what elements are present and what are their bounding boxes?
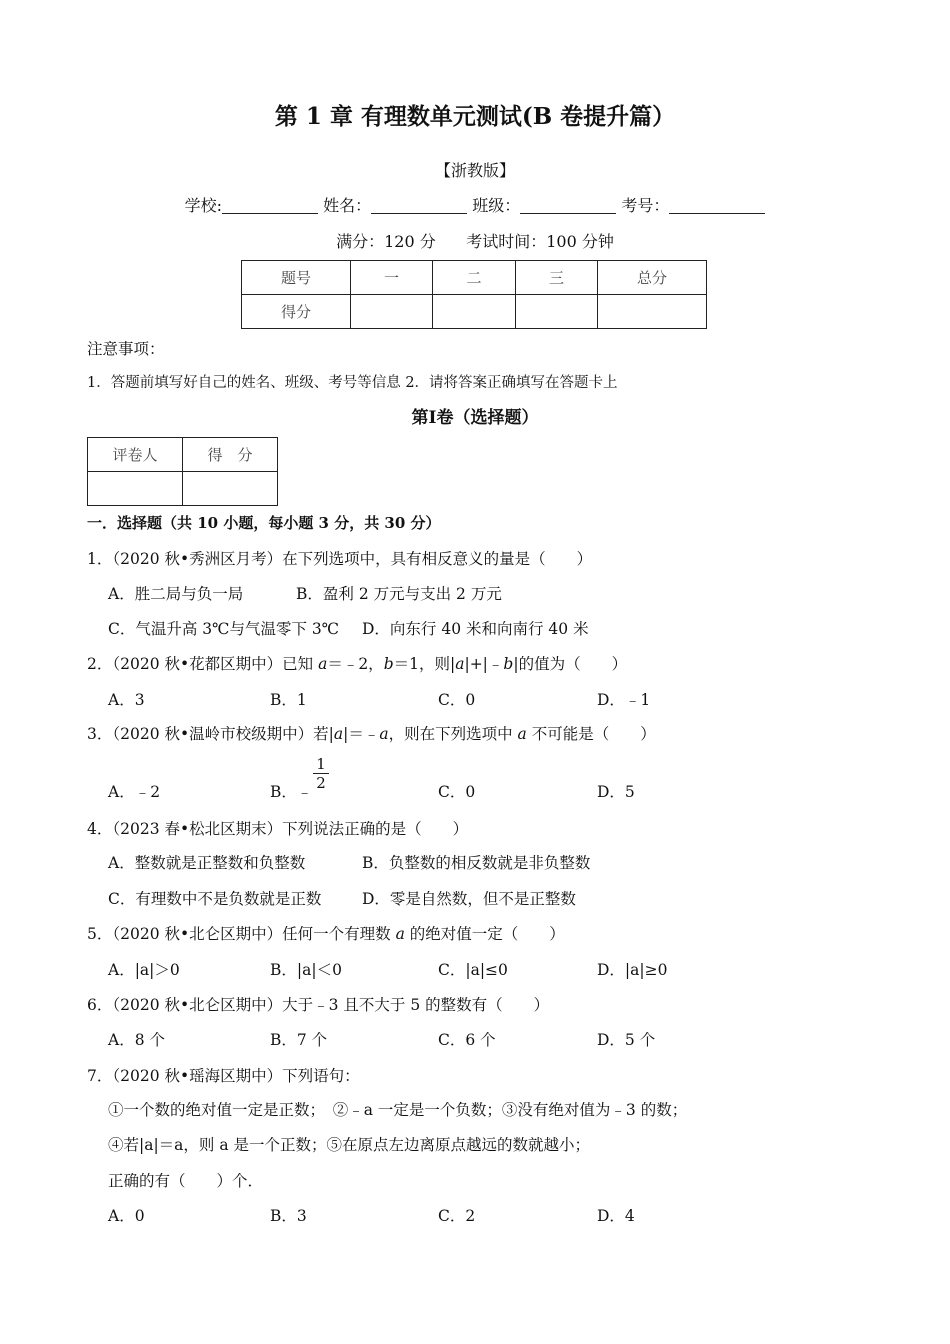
fraction-one-half	[313, 755, 329, 792]
score-cell[interactable]	[433, 295, 516, 329]
option-c[interactable]: C．气温升高 3℃与气温零下 3℃	[108, 620, 340, 638]
table-header-cell: 题号	[242, 261, 351, 295]
option-a[interactable]: A．﹣2	[108, 783, 161, 801]
option-c[interactable]: C．0	[438, 783, 476, 801]
table-header-cell: 得 分	[183, 438, 278, 472]
fraction-denominator: 2	[316, 774, 326, 792]
table-row	[88, 438, 278, 472]
stem-text: ＝1，则|	[393, 655, 456, 673]
option-d[interactable]: D．﹣1	[597, 691, 651, 709]
question-2-stem	[87, 652, 627, 674]
option-b[interactable]: B．3	[270, 1207, 307, 1225]
option-a[interactable]: A．|a|＞0	[108, 961, 180, 979]
var-a: a	[517, 725, 527, 743]
exam-number-label: 考号：	[621, 196, 670, 215]
statement-line: ④若|a|＝a，则 a 是一个正数；⑤在原点左边离原点越远的数就越小；	[108, 1136, 591, 1154]
statement-line: 正确的有（ ）个．	[108, 1172, 264, 1190]
option-a[interactable]: A．0	[108, 1207, 145, 1225]
stem-text: |+|﹣	[464, 655, 504, 673]
statement-line: ①一个数的绝对值一定是正数； ②﹣a 一定是一个负数；③没有绝对值为﹣3 的数；	[108, 1101, 688, 1119]
table-header-cell: 总分	[598, 261, 707, 295]
question-5-stem	[87, 922, 565, 944]
var-a: a	[455, 655, 465, 673]
var-a: a	[333, 725, 344, 743]
notes-text: 1．答题前填写好自己的姓名、班级、考号等信息 2．请将答案正确填写在答题卡上	[87, 375, 618, 391]
option-b[interactable]: B．|a|＜0	[270, 961, 342, 979]
var-a: a	[395, 925, 405, 943]
option-d[interactable]: D．|a|≥0	[597, 961, 668, 979]
table-row	[88, 472, 278, 506]
option-c[interactable]: C．2	[438, 1207, 476, 1225]
school-blank[interactable]	[222, 197, 318, 214]
question-7-stem: 7．（2020 秋•瑶海区期中）下列语句：	[87, 1067, 360, 1085]
school-label: 学校:	[184, 196, 223, 215]
score-cell[interactable]	[183, 472, 278, 506]
option-d[interactable]: D．5 个	[597, 1031, 656, 1049]
table-row-label: 得分	[242, 295, 351, 329]
stem-text: 不可能是（ ）	[526, 725, 656, 743]
var-b: b	[503, 655, 514, 673]
exam-number-blank[interactable]	[669, 197, 765, 214]
var-b: b	[383, 655, 394, 673]
section-title: 第Ⅰ卷（选择题）	[411, 408, 539, 428]
grader-cell[interactable]	[88, 472, 183, 506]
table-header-cell: 一	[351, 261, 433, 295]
class-blank[interactable]	[520, 197, 616, 214]
option-d[interactable]: D．4	[597, 1207, 635, 1225]
option-a[interactable]: A．3	[108, 691, 145, 709]
score-table	[241, 260, 707, 329]
option-b[interactable]: B．7 个	[270, 1031, 328, 1049]
score-cell[interactable]	[351, 295, 433, 329]
question-1-stem: 1．（2020 秋•秀洲区月考）在下列选项中，具有相反意义的量是（ ）	[87, 550, 593, 568]
option-b[interactable]: B．负整数的相反数就是非负整数	[362, 854, 591, 872]
question-6-stem: 6．（2020 秋•北仑区期中）大于﹣3 且不大于 5 的整数有（ ）	[87, 996, 550, 1014]
option-a[interactable]: A．8 个	[108, 1031, 165, 1049]
var-a: a	[379, 725, 389, 743]
stem-text: 的绝对值一定（ ）	[404, 925, 565, 943]
score-time-info: 满分：120 分 考试时间：100 分钟	[336, 232, 614, 251]
edition-label: 【浙教版】	[434, 161, 515, 180]
option-d[interactable]: D．零是自然数，但不是正整数	[362, 890, 576, 908]
table-header-cell: 评卷人	[88, 438, 183, 472]
option-c[interactable]: C．有理数中不是负数就是正数	[108, 890, 322, 908]
score-cell[interactable]	[516, 295, 598, 329]
stem-text: |＝﹣	[343, 725, 380, 743]
stem-text: |的值为（ ）	[513, 655, 628, 673]
stem-text: 3．（2020 秋•温岭市校级期中）若|	[87, 725, 334, 743]
option-a[interactable]: A．胜二局与负一局	[108, 585, 244, 603]
table-header-cell: 二	[433, 261, 516, 295]
grader-table	[87, 437, 278, 506]
option-b[interactable]: B．1	[270, 691, 307, 709]
score-cell[interactable]	[598, 295, 707, 329]
question-4-stem: 4．（2023 春•松北区期末）下列说法正确的是（ ）	[87, 820, 469, 838]
option-d[interactable]: D．向东行 40 米和向南行 40 米	[362, 620, 589, 638]
class-label: 班级：	[472, 196, 521, 215]
student-info-line	[0, 193, 950, 216]
option-c[interactable]: C．0	[438, 691, 476, 709]
table-header-cell: 三	[516, 261, 598, 295]
stem-text: ＝﹣2，	[327, 655, 384, 673]
fraction-numerator: 1	[313, 755, 329, 774]
option-b[interactable]: B．盈利 2 万元与支出 2 万元	[296, 585, 502, 603]
option-b[interactable]: B．﹣	[270, 783, 313, 801]
option-c[interactable]: C．|a|≤0	[438, 961, 508, 979]
section-heading: 一．选择题（共 10 小题，每小题 3 分，共 30 分）	[87, 514, 441, 532]
name-blank[interactable]	[371, 197, 467, 214]
table-row	[242, 261, 707, 295]
name-label: 姓名：	[323, 196, 372, 215]
option-c[interactable]: C．6 个	[438, 1031, 496, 1049]
notes-title: 注意事项：	[87, 340, 165, 358]
question-3-stem	[87, 722, 656, 744]
page-title: 第 1 章 有理数单元测试(B 卷提升篇）	[274, 103, 676, 130]
var-a: a	[318, 655, 328, 673]
table-row	[242, 295, 707, 329]
stem-text: ，则在下列选项中	[388, 725, 518, 743]
stem-text: 2．（2020 秋•花都区期中）已知	[87, 655, 319, 673]
stem-text: 5．（2020 秋•北仑区期中）任何一个有理数	[87, 925, 396, 943]
option-a[interactable]: A．整数就是正整数和负整数	[108, 854, 306, 872]
option-d[interactable]: D．5	[597, 783, 635, 801]
